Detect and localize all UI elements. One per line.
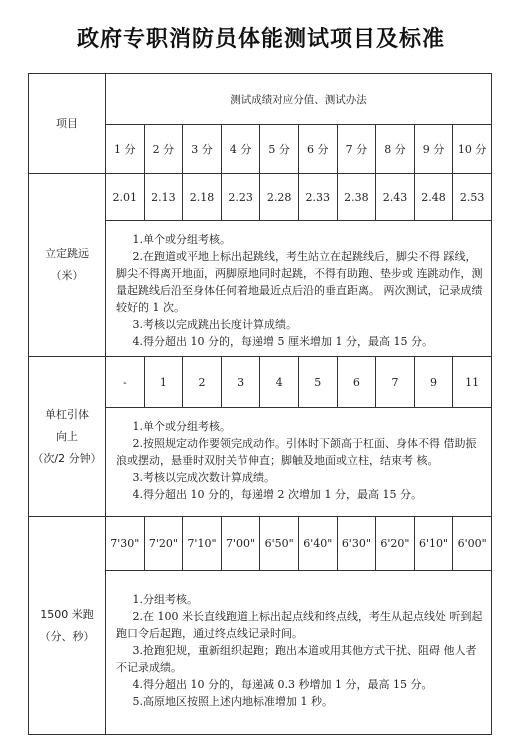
score-value: 11: [453, 357, 492, 408]
rule-line: 3.考核以完成次数计算成绩。: [132, 471, 275, 484]
score-value: 2.13: [144, 174, 183, 221]
rule-line: 4.得分超出 10 分的，每递减 0.3 秒增加 1 分，最高 15 分。: [132, 678, 433, 691]
event-name: 1500 米跑: [40, 607, 94, 621]
score-value: 3: [221, 357, 260, 408]
rule-line: 3.考核以完成跳出长度计算成绩。: [132, 318, 297, 331]
score-value: 2.23: [221, 174, 260, 221]
score-header: 5 分: [260, 125, 299, 174]
score-value: 2.53: [453, 174, 492, 221]
event-name-cell: [29, 174, 106, 357]
score-header: 3 分: [183, 125, 222, 174]
event-unit: （分、秒）: [39, 629, 95, 643]
rule-line: 2.在 100 米长直线跑道上标出起点线和终点线，考生从起点线处 听到起跑口令后起跑，通过终点线记录时间。: [116, 610, 483, 640]
score-value: 2.38: [337, 174, 376, 221]
score-value: 6: [337, 357, 376, 408]
score-value: 1: [144, 357, 183, 408]
header-method-label: 测试成绩对应分值、测试办法: [106, 74, 492, 125]
score-value: 2.01: [106, 174, 145, 221]
score-value: 5: [298, 357, 337, 408]
rule-line: 4.得分超出 10 分的，每递增 5 厘米增加 1 分，最高 15 分。: [132, 335, 433, 348]
score-header: 10 分: [453, 125, 492, 174]
rule-line: 2.按照规定动作要领完成动作。引体时下颌高于杠面、身体不得 借助振浪或摆动，悬垂时双肘关节伸直；脚触及地面或立柱，结束考 核。: [116, 437, 477, 467]
score-value: 7'30": [106, 517, 145, 571]
score-value: 6'10": [414, 517, 453, 571]
score-value: 4: [260, 357, 299, 408]
page-title: 政府专职消防员体能测试项目及标准: [76, 27, 445, 52]
event-unit: （次/2 分钟）: [32, 451, 102, 465]
score-header: 8 分: [376, 125, 415, 174]
event-unit: （米）: [50, 269, 84, 282]
rule-line: 1.单个或分组考核。: [132, 233, 231, 246]
test-method-cell: [106, 221, 492, 357]
score-header: 9 分: [414, 125, 453, 174]
rule-line: 1.单个或分组考核。: [132, 420, 231, 433]
score-value: -: [106, 357, 145, 408]
score-value: 2.48: [414, 174, 453, 221]
score-value: 2.18: [183, 174, 222, 221]
event-name: 单杠引体向上: [45, 407, 89, 443]
score-value: 6'00": [453, 517, 492, 571]
score-value: 7'20": [144, 517, 183, 571]
rule-line: 5.高原地区按照上述内地标准增加 1 秒。: [132, 695, 333, 708]
score-value: 6'50": [260, 517, 299, 571]
score-value: 6'30": [337, 517, 376, 571]
event-name: 立定跳远: [45, 247, 89, 260]
rule-line: 3.抢跑犯规，重新组织起跑；跑出本道或用其他方式干扰、阻碍 他人者不记录成绩。: [116, 644, 477, 674]
score-value: 2.43: [376, 174, 415, 221]
score-value: 6'40": [298, 517, 337, 571]
event-name-cell: [29, 357, 106, 517]
score-value: 9: [414, 357, 453, 408]
score-header: 6 分: [298, 125, 337, 174]
header-item-cell: [29, 74, 106, 174]
score-value: 2: [183, 357, 222, 408]
score-header: 2 分: [144, 125, 183, 174]
test-method-cell: [106, 408, 492, 517]
score-header: 1 分: [106, 125, 145, 174]
rule-line: 1.分组考核。: [132, 593, 198, 606]
score-value: 7'10": [183, 517, 222, 571]
score-value: 2.33: [298, 174, 337, 221]
score-value: 7: [376, 357, 415, 408]
score-value: 2.28: [260, 174, 299, 221]
header-item-label: 项目: [56, 116, 78, 130]
score-header: 4 分: [221, 125, 260, 174]
event-name-cell: [29, 517, 106, 735]
rule-line: 2.在跑道或平地上标出起跳线，考生站立在起跳线后，脚尖不得 踩线，脚尖不得离开地面，两脚原地同时起跳，不得有助跑、垫步或 连跳动作，测量起跳线后沿至身体任何着地最近点后沿的垂直距离。 两次测试，记录成绩较好的 1 次。: [116, 250, 483, 314]
rule-line: 4.得分超出 10 分的，每递增 2 次增加 1 分，最高 15 分。: [132, 488, 422, 501]
score-value: 7'00": [221, 517, 260, 571]
score-value: 6'20": [376, 517, 415, 571]
test-method-cell: [106, 571, 492, 735]
standards-table: [28, 73, 492, 735]
score-header: 7 分: [337, 125, 376, 174]
